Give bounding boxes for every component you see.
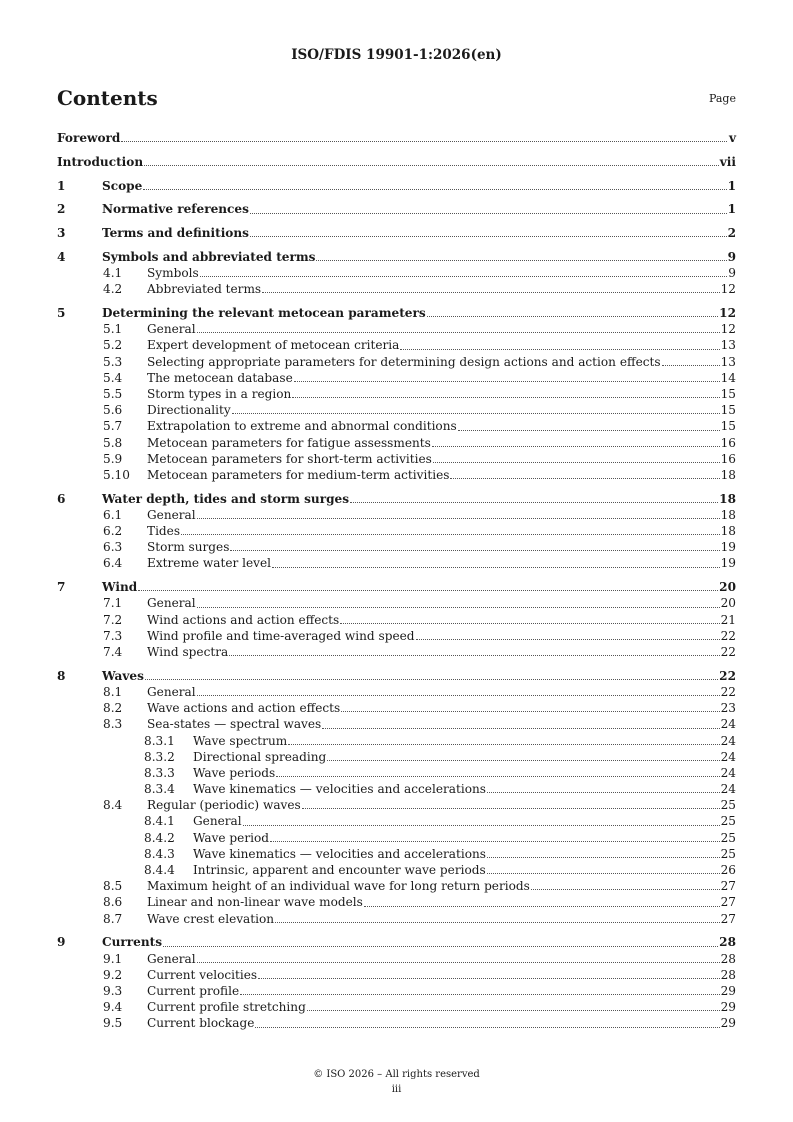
dot-leader [276,776,719,777]
toc-entry-number: 7.4 [103,644,123,659]
toc-entry-subclause[interactable] [57,523,736,539]
toc-entry-title[interactable]: Wave kinematics — velocities and accelerations [193,782,486,797]
toc-entry-number: 5.2 [103,338,123,353]
toc-entry-subclause[interactable] [57,354,736,370]
toc-entry-title[interactable]: Symbols and abbreviated terms [102,249,316,264]
dot-leader [229,655,719,656]
toc-entry-number: 9.2 [103,967,123,982]
toc-entry-clause[interactable] [57,668,736,684]
toc-entry-number: 7.3 [103,628,123,643]
dot-leader [197,962,720,963]
toc-entry-number: 8.1 [103,684,123,699]
toc-entry-number: 6.1 [103,507,123,522]
dot-leader [288,744,719,745]
toc-entry-page[interactable]: 18 [720,467,736,482]
toc-entry-page[interactable]: 26 [720,863,736,878]
dot-leader [322,728,719,729]
toc-entry-title[interactable]: Metocean parameters for medium-term activities [147,467,450,482]
toc-entry-subclause[interactable] [57,612,736,628]
toc-entry-page[interactable]: vii [719,154,736,169]
toc-section-gap [57,660,736,668]
toc-entry-page[interactable]: 25 [720,846,736,861]
toc-entry-number: 6 [57,491,66,506]
toc-entry-title[interactable]: Introduction [57,154,144,169]
toc-section-gap [57,572,736,580]
toc-entry-number: 9.4 [103,1000,123,1015]
copyright-notice: © ISO 2026 – All rights reserved [313,1069,480,1080]
toc-entry-clause[interactable] [57,178,736,194]
toc-entry-title[interactable]: Current velocities [147,967,258,982]
toc-entry-subclause[interactable] [57,281,736,297]
page-column-label: Page [708,92,736,105]
toc-entry-subclause[interactable] [57,894,736,910]
toc-entry-subclause[interactable] [57,797,736,813]
toc-entry-page[interactable]: 18 [720,507,736,522]
dot-leader [200,276,727,277]
dot-leader [255,1027,719,1028]
toc-entry-number: 8.3.3 [144,765,175,780]
toc-entry-page[interactable]: 20 [720,596,736,611]
toc-entry-title[interactable]: Sea-states — spectral waves [147,717,322,732]
toc-entry-title[interactable]: Wave spectrum [193,733,288,748]
toc-entry-subclause[interactable] [57,684,736,700]
dot-leader [250,213,727,214]
toc-entry-subclause[interactable] [57,555,736,571]
toc-entry-page[interactable]: 25 [720,798,736,813]
toc-entry-title[interactable]: Extrapolation to extreme and abnormal conditions [147,419,457,434]
toc-entry-page[interactable]: 12 [720,322,736,337]
toc-entry-clause[interactable] [57,249,736,265]
toc-entry-subclause[interactable] [57,983,736,999]
toc-entry-title[interactable]: Currents [102,935,163,950]
dot-leader [230,550,719,551]
toc-entry-clause[interactable] [57,491,736,507]
toc-entry-subclause[interactable] [57,539,736,555]
toc-entry-title[interactable]: Regular (periodic) waves [147,798,301,813]
toc-entry-subclause[interactable] [57,951,736,967]
toc-entry-number: 5.7 [103,419,123,434]
toc-entry-page[interactable]: 1 [727,178,736,193]
toc-entry-page[interactable]: 22 [720,644,736,659]
toc-entry-title[interactable]: Intrinsic, apparent and encounter wave periods [193,863,486,878]
toc-section-gap [57,218,736,226]
toc-entry-title[interactable]: Terms and definitions [102,226,249,241]
toc-entry-title[interactable]: Wind actions and action effects [147,612,340,627]
toc-entry-page[interactable]: 22 [720,628,736,643]
toc-entry-number: 8.4.2 [144,830,175,845]
toc-entry-page[interactable]: 1 [727,202,736,217]
toc-entry-title[interactable]: Waves [102,668,144,683]
toc-entry-subsubclause[interactable] [57,846,736,862]
dot-leader [262,292,719,293]
toc-entry-page[interactable]: 14 [720,370,736,385]
dot-leader [121,141,727,142]
toc-entry-page[interactable]: 19 [720,540,736,555]
dot-leader [327,760,719,761]
toc-entry-page[interactable]: 20 [719,580,736,595]
toc-entry-subsubclause[interactable] [57,781,736,797]
toc-entry-title[interactable]: Water depth, tides and storm surges [102,491,350,506]
dot-leader [487,792,720,793]
dot-leader [487,873,720,874]
toc-entry-page[interactable]: 19 [720,556,736,571]
toc-entry-subclause[interactable] [57,716,736,732]
toc-entry-title[interactable]: Expert development of metocean criteria [147,338,400,353]
dot-leader [181,534,720,535]
toc-entry-subclause[interactable] [57,507,736,523]
toc-entry-page[interactable]: v [728,130,736,145]
dot-leader [450,478,719,479]
toc-entry-subclause[interactable] [57,386,736,402]
dot-leader [531,889,720,890]
toc-entry-clause[interactable] [57,130,736,146]
toc-entry-number: 7.2 [103,612,123,627]
toc-entry-subsubclause[interactable] [57,813,736,829]
toc-entry-title[interactable]: Wind spectra [147,644,229,659]
toc-entry-page[interactable]: 15 [720,386,736,401]
toc-entry-page[interactable]: 16 [720,451,736,466]
toc-entry-number: 5.6 [103,403,123,418]
toc-entry-title[interactable]: General [147,684,196,699]
toc-entry-number: 9 [57,935,66,950]
toc-entry-page[interactable]: 18 [720,524,736,539]
dot-leader [232,413,720,414]
toc-entry-subsubclause[interactable] [57,862,736,878]
toc-section-gap [57,194,736,202]
toc-entry-title[interactable]: Extreme water level [147,556,272,571]
dot-leader [272,567,720,568]
dot-leader [662,365,720,366]
toc-entry-subsubclause[interactable] [57,733,736,749]
dot-leader [340,623,719,624]
toc-section-gap [57,297,736,305]
toc-entry-subclause[interactable] [57,370,736,386]
toc-entry-number: 8.4.1 [144,814,175,829]
page-footer [0,1067,793,1097]
toc-entry-title[interactable]: General [147,951,196,966]
toc-entry-number: 3 [57,226,66,241]
dot-leader [458,430,720,431]
toc-entry-page[interactable]: 12 [719,306,736,321]
toc-entry-number: 7 [57,580,66,595]
toc-entry-page[interactable]: 24 [720,765,736,780]
toc-entry-number: 8.3.1 [144,733,175,748]
toc-entry-subclause[interactable] [57,467,736,483]
toc-entry-title[interactable]: General [193,814,242,829]
toc-entry-title[interactable]: General [147,507,196,522]
toc-entry-number: 5.5 [103,386,123,401]
toc-entry-number: 1 [57,178,66,193]
toc-entry-page[interactable]: 13 [720,338,736,353]
toc-entry-page[interactable]: 28 [720,967,736,982]
toc-entry-page[interactable]: 12 [720,282,736,297]
dot-leader [400,349,719,350]
toc-entry-title[interactable]: Foreword [57,130,121,145]
toc-entry-page[interactable]: 23 [720,701,736,716]
toc-entry-page[interactable]: 16 [720,435,736,450]
toc-entry-number: 6.4 [103,556,123,571]
toc-entry-subclause[interactable] [57,911,736,927]
toc-entry-page[interactable]: 24 [720,733,736,748]
toc-entry-page[interactable]: 9 [728,266,736,281]
toc-entry-page[interactable]: 27 [720,911,736,926]
document-header: ISO/FDIS 19901-1:2026(en) [291,47,502,63]
toc-entry-page[interactable]: 27 [720,895,736,910]
toc-entry-title[interactable]: Storm surges [147,540,230,555]
toc-entry-clause[interactable] [57,201,736,217]
toc-entry-page[interactable]: 21 [720,612,736,627]
toc-entry-subsubclause[interactable] [57,749,736,765]
toc-entry-subclause[interactable] [57,878,736,894]
toc-entry-title[interactable]: Selecting appropriate parameters for determining design actions and action effects [147,354,661,369]
toc-entry-page[interactable]: 2 [727,226,736,241]
toc-entry-number: 8.6 [103,895,123,910]
dot-leader [350,502,718,503]
toc-entry-number: 4.2 [103,282,123,297]
toc-entry-title[interactable]: Maximum height of an individual wave for long return periods [147,879,530,894]
toc-entry-title[interactable]: Wind [102,580,138,595]
dot-leader [144,165,719,166]
toc-entry-title[interactable]: Wave actions and action effects [147,701,341,716]
toc-entry-subclause[interactable] [57,967,736,983]
toc-entry-subclause[interactable] [57,435,736,451]
toc-entry-page[interactable]: 22 [720,684,736,699]
toc-entry-title[interactable]: Wave kinematics — velocities and accelerations [193,846,486,861]
toc-entry-subclause[interactable] [57,595,736,611]
toc-entry-subclause[interactable] [57,644,736,660]
toc-entry-title[interactable]: Wind profile and time-averaged wind speed [147,628,415,643]
dot-leader [250,236,727,237]
toc-entry-clause[interactable] [57,934,736,950]
dot-leader [197,695,720,696]
toc-entry-page[interactable]: 28 [720,951,736,966]
toc-entry-number: 7.1 [103,596,123,611]
toc-entry-title[interactable]: Directionality [147,403,231,418]
toc-entry-number: 5.3 [103,354,123,369]
toc-entry-number: 8.5 [103,879,123,894]
toc-entry-number: 5.1 [103,322,123,337]
toc-entry-page[interactable]: 29 [720,1000,736,1015]
toc-entry-title[interactable]: Scope [102,178,143,193]
dot-leader [487,857,720,858]
dot-leader [163,946,718,947]
dot-leader [243,825,720,826]
toc-entry-page[interactable]: 24 [720,782,736,797]
dot-leader [302,808,720,809]
toc-entry-title[interactable]: Metocean parameters for short-term activities [147,451,432,466]
toc-entry-title[interactable]: Current profile [147,983,240,998]
toc-entry-title[interactable]: Wave period [193,830,269,845]
toc-entry-page[interactable]: 28 [719,935,736,950]
toc-entry-page[interactable]: 18 [719,491,736,506]
toc-entry-page[interactable]: 29 [720,983,736,998]
toc-entry-title[interactable]: Abbreviated terms [147,282,262,297]
toc-entry-title[interactable]: Metocean parameters for fatigue assessments [147,435,431,450]
toc-entry-page[interactable]: 15 [720,419,736,434]
dot-leader [307,1010,720,1011]
toc-entry-title[interactable]: General [147,596,196,611]
toc-entry-subsubclause[interactable] [57,765,736,781]
toc-entry-page[interactable]: 24 [720,749,736,764]
toc-entry-number: 2 [57,202,66,217]
toc-entry-clause[interactable] [57,579,736,595]
dot-leader [270,841,720,842]
dot-leader [143,189,726,190]
toc-entry-clause[interactable] [57,305,736,321]
toc-entry-subclause[interactable] [57,700,736,716]
toc-entry-number: 9.1 [103,951,123,966]
toc-entry-page[interactable]: 15 [720,403,736,418]
toc-entry-subclause[interactable] [57,418,736,434]
toc-entry-title[interactable]: Storm types in a region [147,386,292,401]
dot-leader [240,994,719,995]
dot-leader [138,590,718,591]
toc-entry-page[interactable]: 27 [720,879,736,894]
page-number: iii [391,1084,402,1095]
toc-entry-number: 5.8 [103,435,123,450]
toc-entry-subclause[interactable] [57,628,736,644]
toc-entry-page[interactable]: 25 [720,814,736,829]
dot-leader [197,518,720,519]
toc-entry-title[interactable]: Wave periods [193,765,276,780]
toc-entry-number: 8.4.4 [144,863,175,878]
toc-entry-subclause[interactable] [57,402,736,418]
toc-entry-number: 8.3.2 [144,749,175,764]
dot-leader [258,978,719,979]
toc-entry-title[interactable]: Current profile stretching [147,1000,306,1015]
toc-entry-title[interactable]: Determining the relevant metocean parameters [102,306,426,321]
toc-entry-page[interactable]: 22 [719,668,736,683]
toc-entry-number: 6.3 [103,540,123,555]
toc-entry-title[interactable]: General [147,322,196,337]
toc-entry-number: 9.3 [103,983,123,998]
toc-section-gap [57,483,736,491]
dot-leader [416,639,720,640]
toc-entry-title[interactable]: Linear and non-linear wave models [147,895,363,910]
toc-entry-title[interactable]: Current blockage [147,1016,255,1031]
toc-entry-number: 8.7 [103,911,123,926]
toc-entry-title[interactable]: The metocean database [147,370,293,385]
toc-entry-title[interactable]: Normative references [102,202,249,217]
table-of-contents [57,130,736,1032]
toc-entry-subclause[interactable] [57,1015,736,1031]
toc-entry-number: 6.2 [103,524,123,539]
toc-entry-number: 8.4.3 [144,846,175,861]
toc-entry-subclause[interactable] [57,451,736,467]
toc-entry-subsubclause[interactable] [57,830,736,846]
toc-entry-number: 8 [57,668,66,683]
dot-leader [197,607,720,608]
toc-entry-clause[interactable] [57,154,736,170]
dot-leader [427,316,719,317]
dot-leader [432,446,720,447]
toc-entry-number: 4 [57,249,66,264]
toc-entry-number: 8.4 [103,798,123,813]
toc-entry-page[interactable]: 24 [720,717,736,732]
dot-leader [145,679,718,680]
toc-entry-number: 5.9 [103,451,123,466]
toc-entry-number: 5.4 [103,370,123,385]
toc-entry-number: 8.3 [103,717,123,732]
toc-entry-title[interactable]: Directional spreading [193,749,327,764]
dot-leader [197,332,720,333]
toc-entry-subclause[interactable] [57,337,736,353]
toc-entry-subclause[interactable] [57,321,736,337]
toc-entry-clause[interactable] [57,225,736,241]
dot-leader [294,381,720,382]
toc-section-gap [57,170,736,178]
dot-leader [341,711,719,712]
toc-entry-title[interactable]: Tides [147,524,181,539]
dot-leader [275,922,720,923]
toc-section-gap [57,927,736,935]
dot-leader [316,260,726,261]
toc-entry-number: 8.2 [103,701,123,716]
toc-entry-subclause[interactable] [57,999,736,1015]
toc-entry-number: 8.3.4 [144,782,175,797]
toc-entry-title[interactable]: Symbols [147,266,199,281]
dot-leader [433,462,720,463]
toc-section-gap [57,146,736,154]
dot-leader [292,397,719,398]
toc-entry-page[interactable]: 13 [720,354,736,369]
toc-entry-page[interactable]: 25 [720,830,736,845]
toc-section-gap [57,241,736,249]
toc-entry-number: 5 [57,306,66,321]
toc-entry-page[interactable]: 9 [727,249,736,264]
toc-entry-subclause[interactable] [57,265,736,281]
toc-entry-number: 5.10 [103,467,130,482]
toc-entry-number: 9.5 [103,1016,123,1031]
contents-title: Contents [57,86,158,110]
toc-entry-title[interactable]: Wave crest elevation [147,911,275,926]
dot-leader [364,906,720,907]
toc-entry-page[interactable]: 29 [720,1016,736,1031]
toc-entry-number: 4.1 [103,266,123,281]
